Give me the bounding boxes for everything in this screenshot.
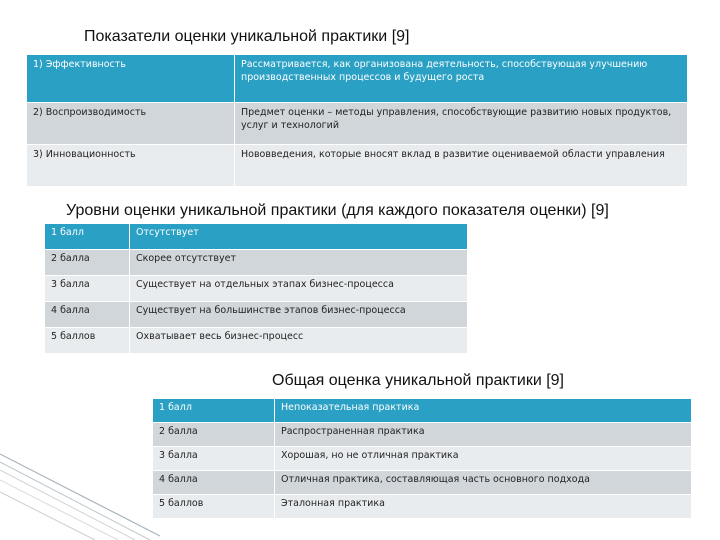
table-row <box>27 103 688 145</box>
level-score: 5 баллов <box>45 328 130 354</box>
level-description: Существует на отдельных этапах бизнес-процесса <box>130 276 468 302</box>
level-description: Отсутствует <box>130 224 468 250</box>
level-score: 2 балла <box>45 250 130 276</box>
table-row <box>45 302 468 328</box>
overall-description: Хорошая, но не отличная практика <box>275 447 692 471</box>
overall-score: 5 баллов <box>153 495 275 519</box>
level-score: 1 балл <box>45 224 130 250</box>
indicators-table <box>26 54 688 187</box>
level-score: 3 балла <box>45 276 130 302</box>
table-row <box>153 495 692 519</box>
level-score: 4 балла <box>45 302 130 328</box>
table-row <box>45 224 468 250</box>
indicators-title: Показатели оценки уникальной практики [9] <box>84 28 410 45</box>
overall-title: Общая оценка уникальной практики [9] <box>272 372 564 389</box>
indicator-description: Рассматривается, как организована деятельность, способствующая улучшению производственных процессов и будущего роста <box>235 55 688 103</box>
level-description: Существует на большинстве этапов бизнес-процесса <box>130 302 468 328</box>
table-row <box>27 55 688 103</box>
overall-description: Отличная практика, составляющая часть основного подхода <box>275 471 692 495</box>
overall-score: 3 балла <box>153 447 275 471</box>
indicator-description: Нововведения, которые вносят вклад в развитие оцениваемой области управления <box>235 145 688 187</box>
level-description: Охватывает весь бизнес-процесс <box>130 328 468 354</box>
table-row <box>45 328 468 354</box>
decorative-lines <box>0 440 160 540</box>
overall-score: 4 балла <box>153 471 275 495</box>
levels-title: Уровни оценки уникальной практики (для каждого показателя оценки) [9] <box>66 202 609 219</box>
overall-table <box>152 398 692 519</box>
level-description: Скорее отсутствует <box>130 250 468 276</box>
table-row <box>153 423 692 447</box>
table-row <box>153 399 692 423</box>
table-row <box>153 471 692 495</box>
table-row <box>45 250 468 276</box>
table-row <box>27 145 688 187</box>
indicator-name: 1) Эффективность <box>27 55 235 103</box>
overall-description: Эталонная практика <box>275 495 692 519</box>
table-row <box>153 447 692 471</box>
levels-table <box>44 223 468 354</box>
indicator-name: 3) Инновационность <box>27 145 235 187</box>
indicator-description: Предмет оценки – методы управления, способствующие развитию новых продуктов, услуг и технологий <box>235 103 688 145</box>
overall-description: Непоказательная практика <box>275 399 692 423</box>
overall-score: 1 балл <box>153 399 275 423</box>
overall-description: Распространенная практика <box>275 423 692 447</box>
table-row <box>45 276 468 302</box>
overall-score: 2 балла <box>153 423 275 447</box>
indicator-name: 2) Воспроизводимость <box>27 103 235 145</box>
